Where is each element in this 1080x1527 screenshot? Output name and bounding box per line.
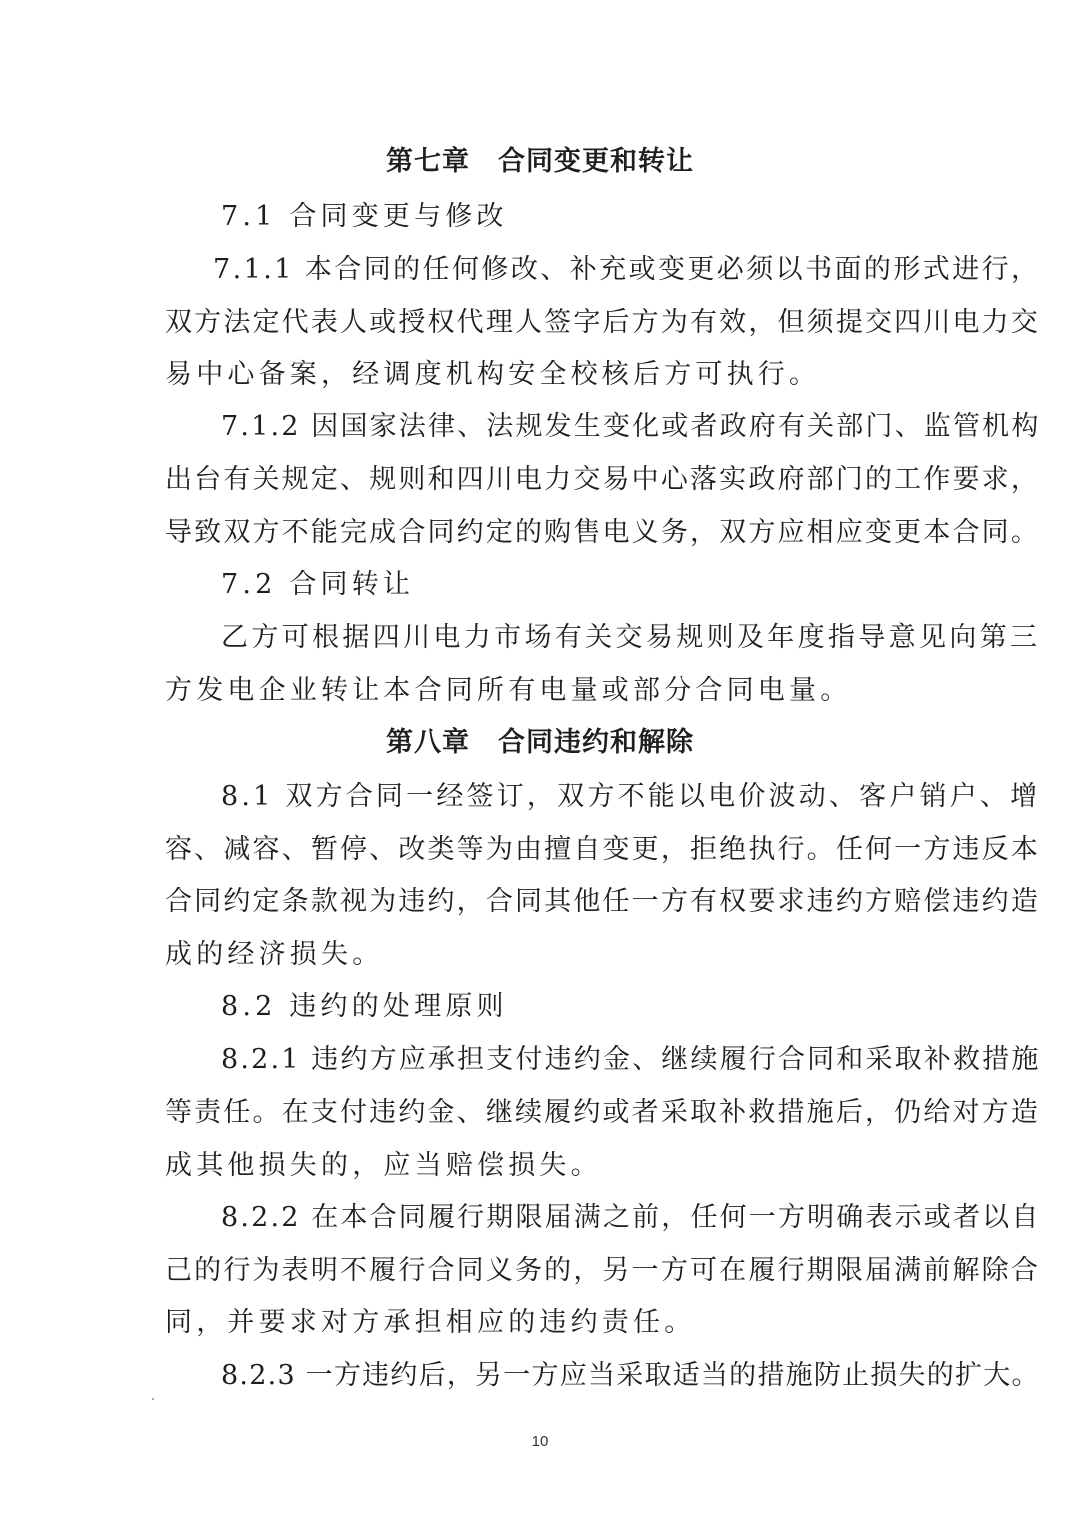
paragraph-line: 容、减容、暂停、改类等为由擅自变更，拒绝执行。任何一方违反本 xyxy=(165,834,1040,865)
paragraph-line: 同，并要求对方承担相应的违约责任。 xyxy=(165,1307,696,1338)
paragraph-line: 等责任。在支付违约金、继续履约或者采取补救措施后，仍给对方造 xyxy=(165,1097,1040,1128)
section-7-2-heading: 7.2 合同转让 xyxy=(221,569,415,600)
section-7-1-heading: 7.1 合同变更与修改 xyxy=(221,201,508,232)
chapter-8-heading xyxy=(0,726,1080,760)
page-number: 10 xyxy=(531,1433,549,1450)
paragraph-line: 导致双方不能完成合同约定的购售电义务，双方应相应变更本合同。 xyxy=(165,517,1040,548)
chapter-8-subtitle: 合同违约和解除 xyxy=(498,727,694,758)
paragraph-line: 双方法定代表人或授权代理人签字后方为有效，但须提交四川电力交 xyxy=(165,307,1040,338)
paragraph-line: 8.2.2 在本合同履行期限届满之前，任何一方明确表示或者以自 xyxy=(221,1202,1041,1233)
chapter-7-title: 第七章 xyxy=(386,146,470,177)
chapter-7-heading xyxy=(0,145,1080,179)
paragraph-line: 7.1.1 本合同的任何修改、补充或变更必须以书面的形式进行， xyxy=(213,254,1041,285)
paragraph-line: 易中心备案，经调度机构安全校核后方可执行。 xyxy=(165,359,821,390)
paragraph-line: 成其他损失的，应当赔偿损失。 xyxy=(165,1150,602,1181)
paragraph-line: 方发电企业转让本合同所有电量或部分合同电量。 xyxy=(165,675,852,706)
chapter-7-subtitle: 合同变更和转让 xyxy=(498,146,694,177)
paragraph-line: 8.2.1 违约方应承担支付违约金、继续履行合同和采取补救措施 xyxy=(221,1044,1041,1075)
scan-speck xyxy=(152,1398,154,1400)
chapter-8-title: 第八章 xyxy=(386,727,470,758)
paragraph-line: 合同约定条款视为违约，合同其他任一方有权要求违约方赔偿违约造 xyxy=(165,886,1040,917)
paragraph-line: 己的行为表明不履行合同义务的，另一方可在履行期限届满前解除合 xyxy=(165,1255,1040,1286)
paragraph-line: 乙方可根据四川电力市场有关交易规则及年度指导意见向第三 xyxy=(221,622,1041,653)
paragraph-line: 8.2.3 一方违约后，另一方应当采取适当的措施防止损失的扩大。 xyxy=(221,1360,1040,1391)
paragraph-line: 出台有关规定、规则和四川电力交易中心落实政府部门的工作要求， xyxy=(165,464,1040,495)
paragraph-line: 8.1 双方合同一经签订，双方不能以电价波动、客户销户、增 xyxy=(221,781,1041,812)
paragraph-line: 7.1.2 因国家法律、法规发生变化或者政府有关部门、监管机构 xyxy=(221,411,1041,442)
paragraph-line: 成的经济损失。 xyxy=(165,939,384,970)
section-8-2-heading: 8.2 违约的处理原则 xyxy=(221,991,508,1022)
